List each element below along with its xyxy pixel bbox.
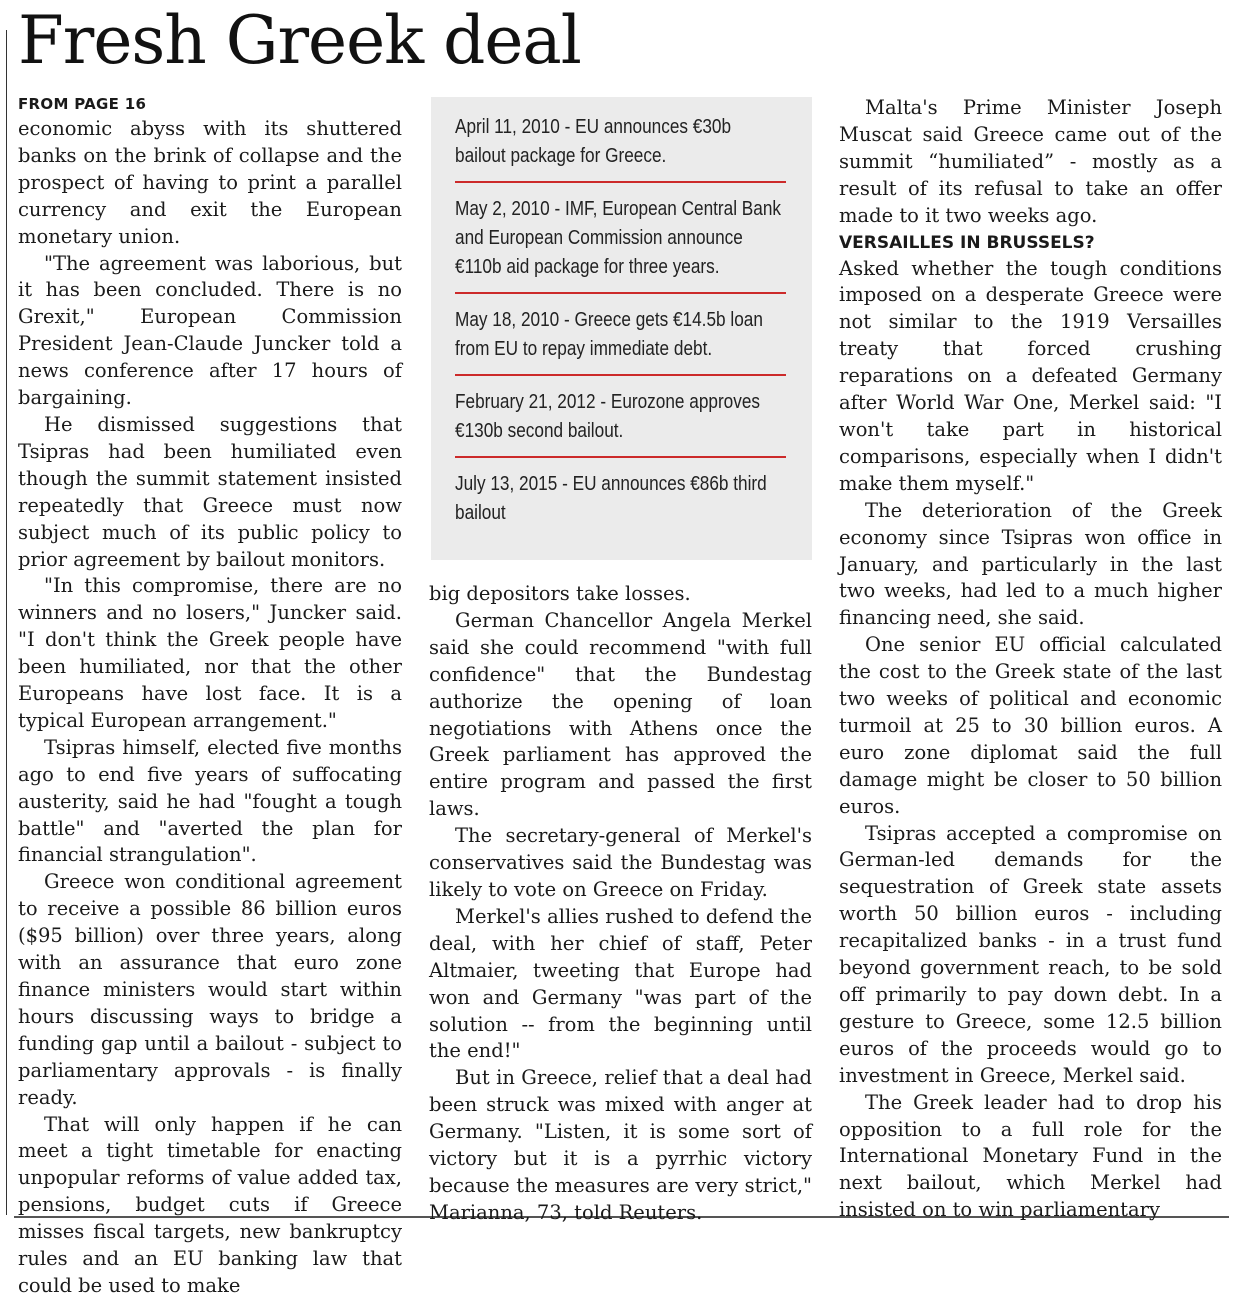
paragraph: Malta's Prime Minister Joseph Muscat said Greece came out of the summit “humiliated” - mostly as a result of its refusal to take an offer made to it two weeks ago.: [839, 96, 1222, 227]
paragraph: The secretary-general of Merkel's conservatives said the Bundestag was likely to vote on Greece on Friday.: [429, 824, 812, 901]
paragraph: The deterioration of the Greek economy since Tsipras won office in January, and particularly in the last two weeks, had led to a much higher financing need, she said.: [839, 498, 1222, 630]
left-column-rule: [6, 30, 7, 1215]
timeline-separator: [455, 181, 786, 183]
paragraph: The Greek leader had to drop his opposition to a full role for the International Monetary Fund in the next bailout, which Merkel had insisted on to win parliamentary: [839, 1090, 1222, 1222]
timeline-separator: [455, 292, 786, 294]
paragraph: Merkel's allies rushed to defend the deal, with her chief of staff, Peter Altmaier, tweeting that Europe had won and Germany "was part of the solution -- from the beginning until the end!": [429, 904, 812, 1063]
timeline-item: July 13, 2015 - EU announces €86b third bailout: [455, 473, 767, 524]
timeline-separator: [455, 374, 786, 376]
timeline-item: April 11, 2010 - EU announces €30b bailout package for Greece.: [455, 116, 732, 167]
paragraph: He dismissed suggestions that Tsipras had been humiliated even though the summit statement insisted repeatedly that Greece must now subject much of its public policy to prior agreement by bailout monitors.: [18, 412, 402, 571]
timeline-item: February 21, 2012 - Eurozone approves €130b second bailout.: [455, 391, 761, 442]
article-column-1: [18, 95, 402, 1300]
timeline-item: May 2, 2010 - IMF, European Central Bank and European Commission announce €110b aid package for three years.: [455, 198, 782, 278]
paragraph: German Chancellor Angela Merkel said she could recommend "with full confidence" that the Bundestag authorize the opening of loan negotiations with Athens once the Greek parliament has approved the entire program and passed the first laws.: [429, 608, 812, 821]
paragraph: But in Greece, relief that a deal had been struck was mixed with anger at Germany. "Listen, it is some sort of victory but it is a pyrrhic victory because the measures are very strict," Marianna, 73, told Reuters.: [429, 1066, 812, 1224]
headline: Fresh Greek deal: [18, 2, 581, 79]
paragraph: economic abyss with its shuttered banks on the brink of collapse and the prospect of having to print a parallel currency and exit the European monetary union.: [18, 117, 402, 248]
paragraph: "The agreement was laborious, but it has been concluded. There is no Grexit," European Commission President Jean-Claude Juncker told a news conference after 17 hours of bargaining.: [18, 251, 402, 410]
paragraph: big depositors take losses.: [429, 582, 691, 605]
paragraph: One senior EU official calculated the cost to the Greek state of the last two weeks of political and economic turmoil at 25 to 30 billion euros. A euro zone diplomat said the full damage might be closer to 50 billion euros.: [839, 633, 1222, 818]
timeline-item: May 18, 2010 - Greece gets €14.5b loan from EU to repay immediate debt.: [455, 309, 763, 360]
timeline-separator: [455, 456, 786, 458]
article-column-2: [429, 581, 812, 1227]
paragraph: That will only happen if he can meet a tight timetable for enacting unpopular reforms of value added tax, pensions, budget cuts if Greece misses fiscal targets, new bankruptcy rules and an EU banking law that could be used to make: [18, 1112, 402, 1297]
bailout-timeline-box: [431, 97, 812, 560]
paragraph: Greece won conditional agreement to receive a possible 86 billion euros ($95 billion) over three years, along with an assurance that euro zone finance ministers would start within hours discussing ways to bridge a funding gap until a bailout - subject to parliamentary approvals - is finally ready.: [18, 870, 402, 1109]
paragraph: Tsipras himself, elected five months ago to end five years of suffocating austerity, said he had "fought a tough battle" and "averted the plan for financial strangulation".: [18, 735, 402, 867]
paragraph: "In this compromise, there are no winners and no losers," Juncker said. "I don't think the Greek people have been humiliated, nor that the other Europeans have lost face. It is a typical European arrangement.": [18, 574, 402, 732]
paragraph: Tsipras accepted a compromise on German-led demands for the sequestration of Greek state assets worth 50 billion euros - including recapitalized banks - in a trust fund beyond government reach, to be sold off primarily to pay down debt. In a gesture to Greece, some 12.5 billion euros of the proceeds would go to investment in Greece, Merkel said.: [839, 821, 1222, 1087]
paragraph: Asked whether the tough conditions imposed on a desperate Greece were not similar to the 1919 Versailles treaty that forced crushing reparations on a defeated Germany after World War One, Merkel said: "I won't take part in historical comparisons, especially when I didn't make them myself.": [839, 256, 1222, 495]
article-column-3: [839, 95, 1222, 1224]
section-subhead: VERSAILLES IN BRUSSELS?: [839, 232, 1095, 253]
continuation-kicker: FROM PAGE 16: [18, 95, 147, 113]
